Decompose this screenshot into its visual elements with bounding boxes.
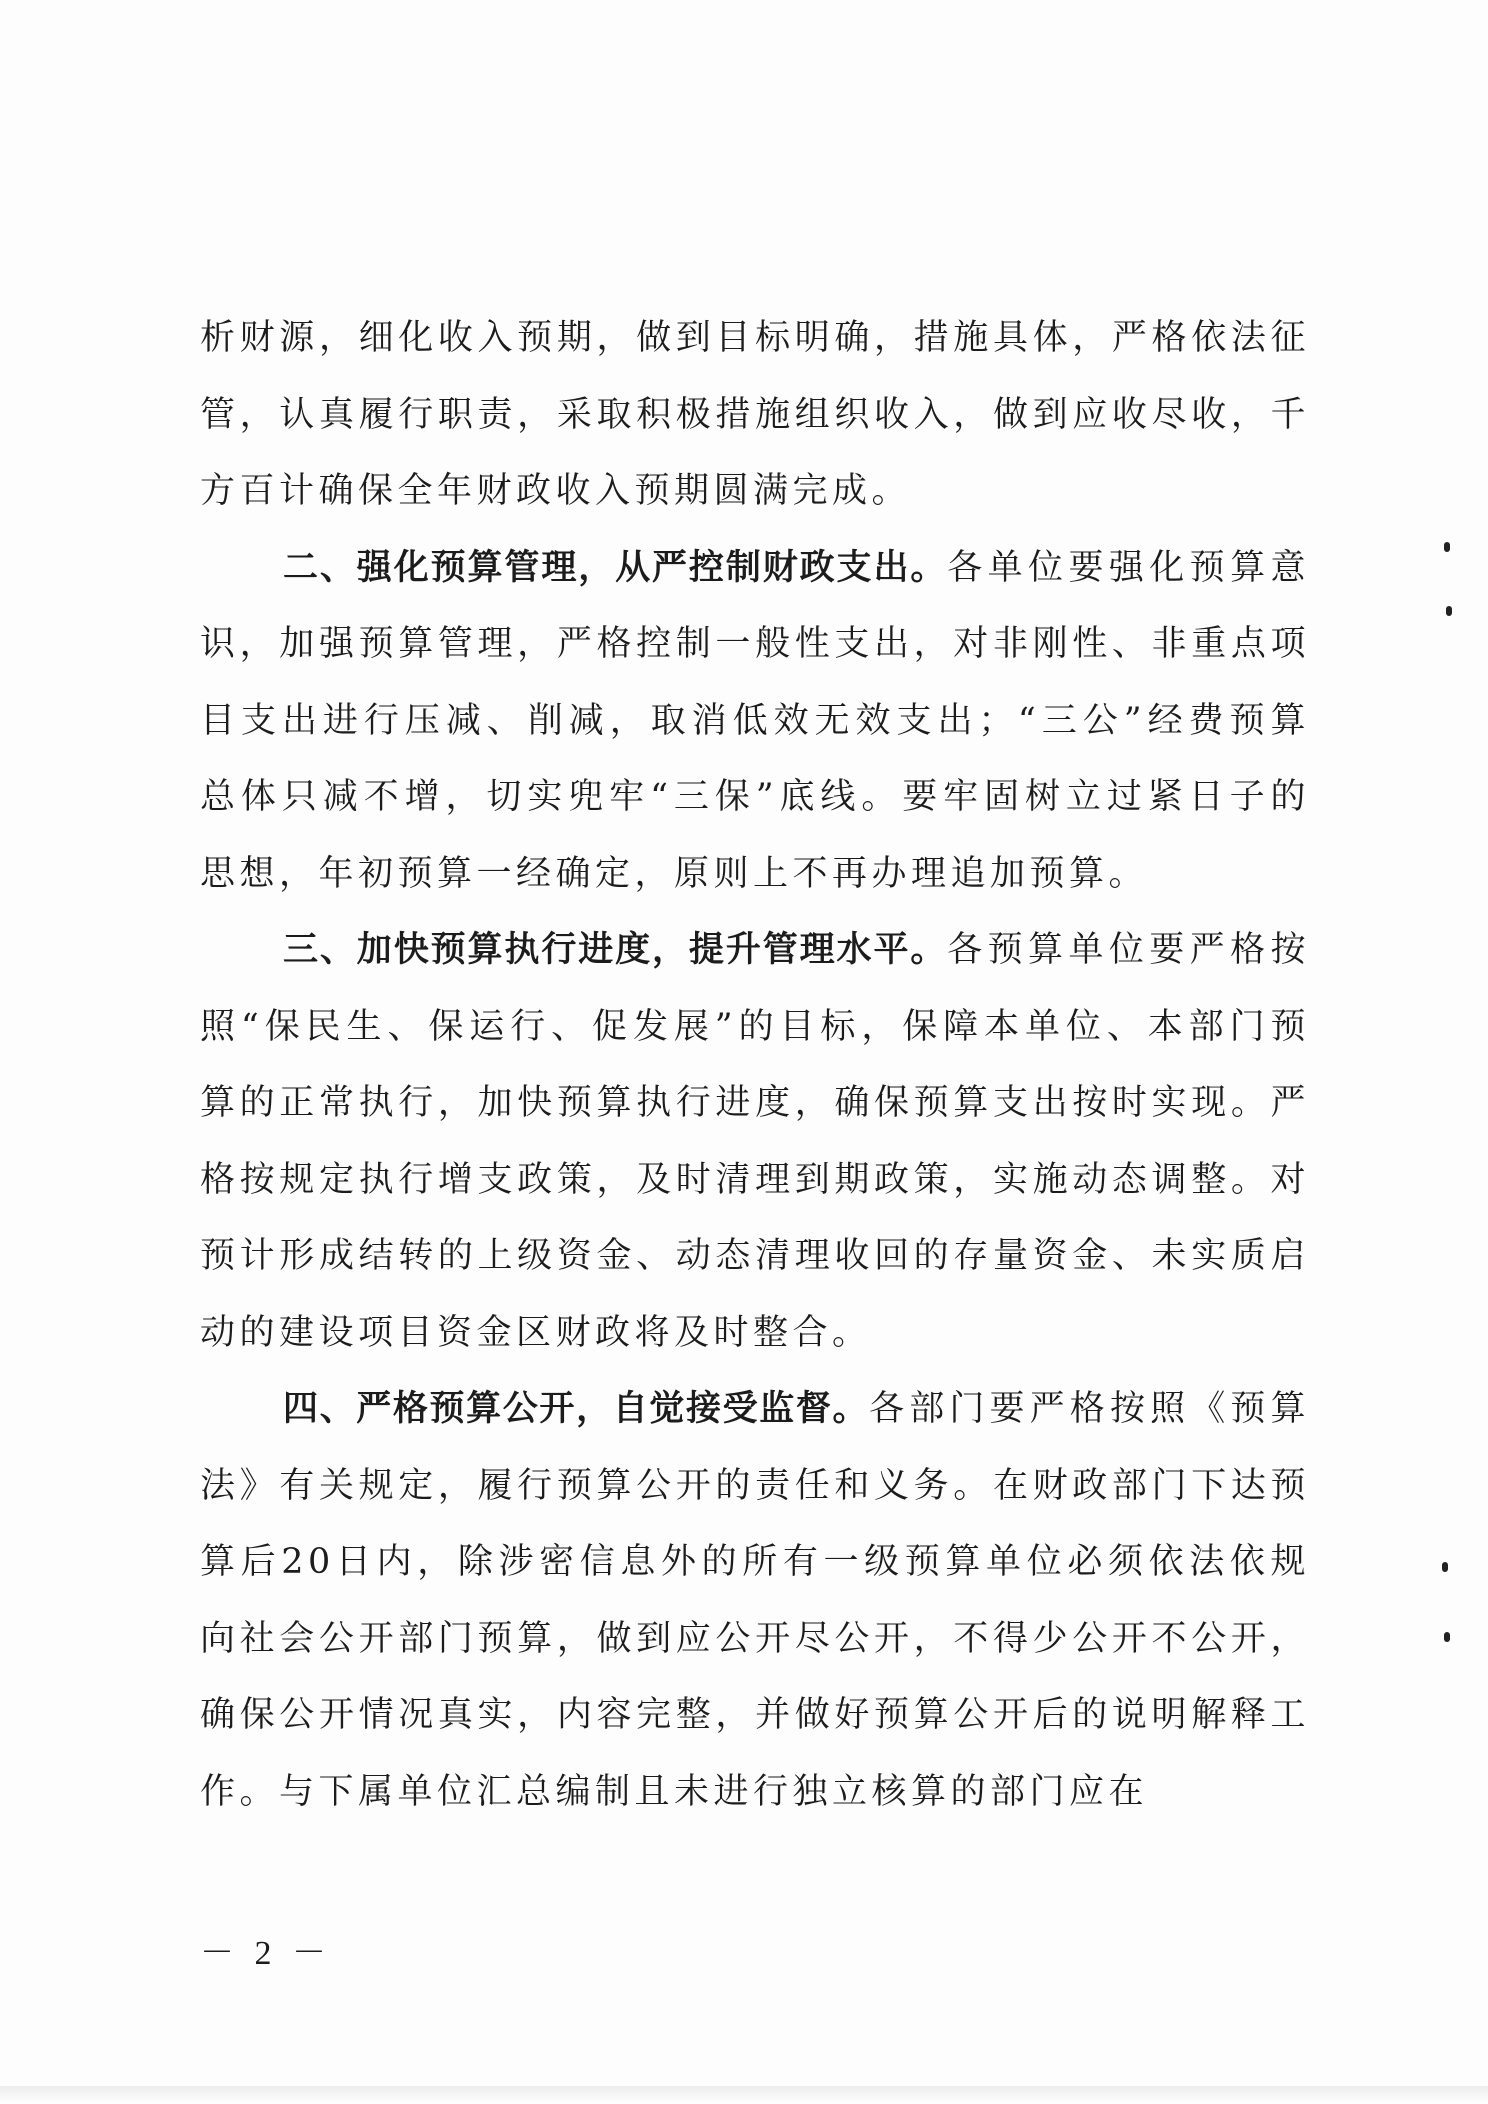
paragraph-text: 各部门要严格按照《预算法》有关规定，履行预算公开的责任和义务。在财政部门下达预算后20日内，除涉密信息外的所有一级预算单位必须依法依规向社会公开部门预算，做到应公开尽公开，不得少公开不公开，确保公开情况真实，内容完整，并做好预算公开后的说明解释工作。与下属单位汇总编制且未进行独立核算的部门应在 — [200, 1389, 1310, 1812]
paragraph-text: 析财源，细化收入预期，做到目标明确，措施具体，严格依法征管，认真履行职责，采取积极措施组织收入，做到应收尽收，千方百计确保全年财政收入预期圆满完成。 — [200, 318, 1310, 511]
scan-bottom-edge — [0, 2086, 1488, 2104]
scan-speck — [1444, 1632, 1450, 1642]
document-body — [200, 300, 1310, 1830]
paragraph-section-3 — [200, 912, 1310, 1371]
section-heading: 三、加快预算执行进度，提升管理水平。 — [283, 930, 948, 970]
paragraph-continuation — [200, 300, 1310, 530]
paragraph-text: 各预算单位要严格按照“保民生、保运行、促发展”的目标，保障本单位、本部门预算的正常执行，加快预算执行进度，确保预算支出按时实现。严格按规定执行增支政策，及时清理到期政策，实施动态调整。对预计形成结转的上级资金、动态清理收回的存量资金、未实质启动的建设项目资金区财政将及时整合。 — [200, 930, 1310, 1353]
section-heading: 二、强化预算管理，从严控制财政支出。 — [283, 547, 948, 588]
scan-speck — [1444, 542, 1450, 552]
scan-speck — [1446, 606, 1452, 616]
section-heading: 四、严格预算公开，自觉接受监督。 — [283, 1389, 870, 1429]
scan-speck — [1442, 1562, 1448, 1572]
paragraph-text: 各单位要强化预算意识，加强预算管理，严格控制一般性支出，对非刚性、非重点项目支出进行压减、削减，取消低效无效支出；“三公”经费预算总体只减不增，切实兜牢“三保”底线。要牢固树立过紧日子的思想，年初预算一经确定，原则上不再办理追加预算。 — [200, 547, 1310, 894]
paragraph-section-4 — [200, 1371, 1310, 1830]
page-number: － 2 － — [200, 1935, 332, 1972]
paragraph-section-2 — [200, 530, 1310, 913]
